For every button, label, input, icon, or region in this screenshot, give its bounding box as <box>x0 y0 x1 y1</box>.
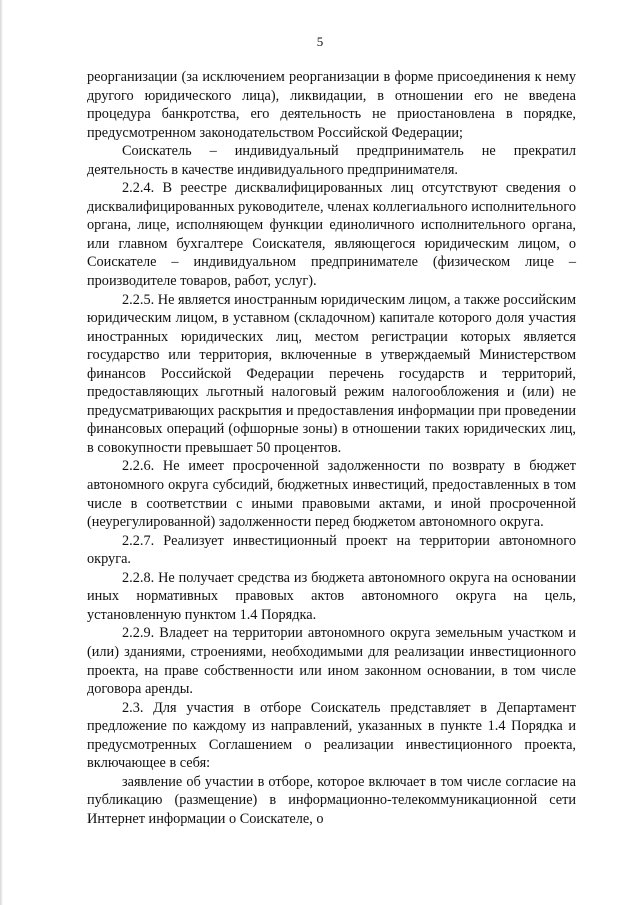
document-body <box>87 68 576 828</box>
page-number: 5 <box>316 34 324 49</box>
paragraph-2-2-6: 2.2.6. Не имеет просроченной задолженности по возврату в бюджет автономного округа субсидий, бюджетных инвестиций, предоставленных в том числе в соответствии с иными правовыми актами, и иной просроченной (неурегулированной) задолженности перед бюджетом автономного округа. <box>87 458 576 531</box>
scan-edge-shadow <box>0 0 3 905</box>
paragraph-2-2-9: 2.2.9. Владеет на территории автономного округа земельным участком и (или) зданиями, строениями, необходимыми для реализации инвестиционного проекта, на праве собственности или ином законном основании, в том числе договора аренды. <box>87 625 576 698</box>
paragraph-2-2-7: 2.2.7. Реализует инвестиционный проект на территории автономного округа. <box>87 532 576 568</box>
paragraph-2-2-5: 2.2.5. Не является иностранным юридическим лицом, а также российским юридическим лицом, в уставном (складочном) капитале которого доля участия иностранных юридических лиц, местом регистрации которых является государство или территория, включенные в утверждаемый Министерством финансов Российской Федерации перечень государств и территорий, предоставляющих льготный налоговый режим налогообложения и (или) не предусматривающих раскрытия и предоставления информации при проведении финансовых операций (офшорные зоны) в отношении таких юридических лиц, в совокупности превышает 50 процентов. <box>87 291 576 456</box>
paragraph-2-3: 2.3. Для участия в отборе Соискатель представляет в Департамент предложение по каждому из направлений, указанных в пункте 1.4 Порядка и предусмотренных Соглашением о реализации инвестиционного проекта, включающее в себя: <box>87 699 576 772</box>
paragraph-reorganization-continued: реорганизации (за исключением реорганизации в форме присоединения к нему другого юридического лица), ликвидации, в отношении его не введена процедура банкротства, его деятельность не приостановлена в порядке, предусмотренном законодательством Российской Федерации; <box>87 69 576 141</box>
paragraph-individual-entrepreneur: Соискатель – индивидуальный предприниматель не прекратил деятельность в качестве индивидуального предпринимателя. <box>87 143 576 178</box>
paragraph-2-2-4: 2.2.4. В реестре дисквалифицированных лиц отсутствуют сведения о дисквалифицированных руководителе, членах коллегиального исполнительного органа, лице, исполняющем функции единоличного исполнительного органа, или главном бухгалтере Соискателя, являющегося юридическим лицом, о Соискателе – индивидуальном предпринимателе (физическом лице – производителе товаров, работ, услуг). <box>87 180 576 290</box>
paragraph-2-2-8: 2.2.8. Не получает средства из бюджета автономного округа на основании иных нормативных правовых актов автономного округа на цель, установленную пунктом 1.4 Порядка. <box>87 569 576 623</box>
paragraph-application-statement: заявление об участии в отборе, которое включает в том числе согласие на публикацию (размещение) в информационно-телекоммуникационной сети Интернет информации о Соискателе, о <box>87 773 576 827</box>
